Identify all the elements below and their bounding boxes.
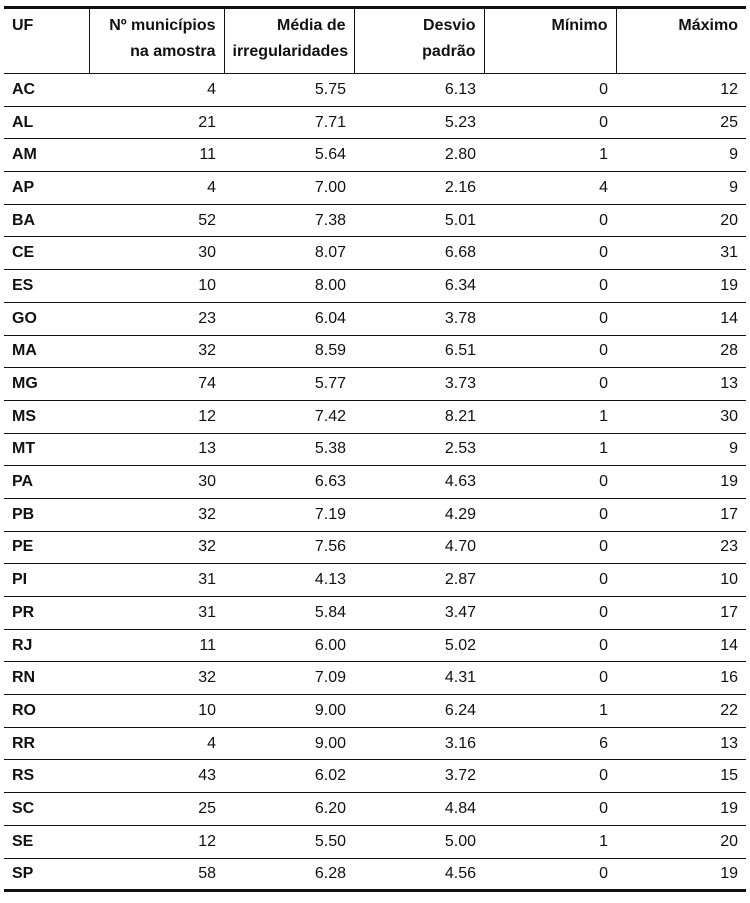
table-row [4, 858, 746, 891]
cell-uf: RS [4, 760, 89, 793]
cell-maximo: 12 [616, 74, 746, 107]
cell-minimo: 0 [484, 793, 616, 826]
cell-desvio: 5.02 [354, 629, 484, 662]
cell-municipios: 10 [89, 270, 224, 303]
header-municipios-line2: na amostra [130, 43, 216, 60]
table-row [4, 531, 746, 564]
cell-uf: ES [4, 270, 89, 303]
table-row [4, 139, 746, 172]
cell-media: 7.00 [224, 172, 354, 205]
cell-desvio: 6.13 [354, 74, 484, 107]
cell-desvio: 5.01 [354, 204, 484, 237]
cell-desvio: 3.73 [354, 368, 484, 401]
cell-maximo: 28 [616, 335, 746, 368]
cell-media: 7.38 [224, 204, 354, 237]
header-maximo-line1: Máximo [678, 17, 738, 34]
table-row [4, 302, 746, 335]
cell-uf: SE [4, 825, 89, 858]
cell-municipios: 10 [89, 695, 224, 728]
cell-maximo: 13 [616, 368, 746, 401]
cell-maximo: 19 [616, 858, 746, 891]
cell-media: 6.63 [224, 466, 354, 499]
cell-media: 7.09 [224, 662, 354, 695]
cell-desvio: 4.84 [354, 793, 484, 826]
table-row [4, 662, 746, 695]
cell-minimo: 0 [484, 270, 616, 303]
irregularities-by-state-table [4, 6, 746, 892]
header-media-line2: irregularidades [232, 43, 349, 60]
cell-maximo: 16 [616, 662, 746, 695]
table-row [4, 597, 746, 630]
cell-municipios: 32 [89, 662, 224, 695]
cell-media: 9.00 [224, 695, 354, 728]
header-desvio-line1: Desvio [423, 17, 476, 34]
cell-municipios: 32 [89, 531, 224, 564]
cell-maximo: 22 [616, 695, 746, 728]
table-row [4, 564, 746, 597]
cell-uf: RO [4, 695, 89, 728]
cell-minimo: 1 [484, 400, 616, 433]
cell-desvio: 3.16 [354, 727, 484, 760]
cell-maximo: 20 [616, 204, 746, 237]
cell-municipios: 21 [89, 106, 224, 139]
cell-media: 7.71 [224, 106, 354, 139]
cell-minimo: 1 [484, 695, 616, 728]
cell-minimo: 0 [484, 760, 616, 793]
cell-media: 6.00 [224, 629, 354, 662]
cell-media: 5.38 [224, 433, 354, 466]
cell-minimo: 0 [484, 368, 616, 401]
header-municipios [89, 8, 224, 74]
cell-uf: SP [4, 858, 89, 891]
cell-minimo: 0 [484, 498, 616, 531]
cell-maximo: 17 [616, 597, 746, 630]
table-row [4, 825, 746, 858]
cell-uf: GO [4, 302, 89, 335]
cell-uf: PB [4, 498, 89, 531]
table-row [4, 727, 746, 760]
table-row [4, 335, 746, 368]
cell-minimo: 0 [484, 466, 616, 499]
table-row [4, 760, 746, 793]
cell-maximo: 23 [616, 531, 746, 564]
cell-media: 7.19 [224, 498, 354, 531]
cell-desvio: 4.63 [354, 466, 484, 499]
cell-media: 5.50 [224, 825, 354, 858]
cell-desvio: 5.00 [354, 825, 484, 858]
cell-media: 5.77 [224, 368, 354, 401]
cell-uf: CE [4, 237, 89, 270]
cell-municipios: 4 [89, 727, 224, 760]
cell-minimo: 0 [484, 74, 616, 107]
cell-desvio: 2.80 [354, 139, 484, 172]
cell-desvio: 3.47 [354, 597, 484, 630]
cell-minimo: 0 [484, 335, 616, 368]
header-media [224, 8, 354, 74]
cell-desvio: 8.21 [354, 400, 484, 433]
table-row [4, 498, 746, 531]
cell-municipios: 58 [89, 858, 224, 891]
table-row [4, 433, 746, 466]
cell-desvio: 6.51 [354, 335, 484, 368]
cell-maximo: 14 [616, 629, 746, 662]
cell-uf: RR [4, 727, 89, 760]
cell-desvio: 4.31 [354, 662, 484, 695]
cell-minimo: 0 [484, 302, 616, 335]
cell-media: 6.28 [224, 858, 354, 891]
header-row [4, 8, 746, 74]
cell-maximo: 19 [616, 793, 746, 826]
cell-desvio: 4.70 [354, 531, 484, 564]
cell-desvio: 3.72 [354, 760, 484, 793]
cell-maximo: 9 [616, 139, 746, 172]
cell-uf: BA [4, 204, 89, 237]
cell-maximo: 10 [616, 564, 746, 597]
cell-municipios: 25 [89, 793, 224, 826]
cell-maximo: 9 [616, 172, 746, 205]
cell-minimo: 0 [484, 237, 616, 270]
cell-minimo: 1 [484, 825, 616, 858]
cell-media: 8.07 [224, 237, 354, 270]
cell-uf: MS [4, 400, 89, 433]
cell-desvio: 4.29 [354, 498, 484, 531]
cell-minimo: 0 [484, 858, 616, 891]
cell-media: 9.00 [224, 727, 354, 760]
table-row [4, 106, 746, 139]
cell-minimo: 0 [484, 597, 616, 630]
cell-media: 5.64 [224, 139, 354, 172]
cell-minimo: 0 [484, 662, 616, 695]
cell-media: 5.75 [224, 74, 354, 107]
cell-media: 5.84 [224, 597, 354, 630]
cell-maximo: 19 [616, 466, 746, 499]
cell-desvio: 2.87 [354, 564, 484, 597]
table-row [4, 74, 746, 107]
cell-uf: SC [4, 793, 89, 826]
table-row [4, 695, 746, 728]
table-row [4, 629, 746, 662]
cell-uf: PI [4, 564, 89, 597]
table-row [4, 793, 746, 826]
table-row [4, 204, 746, 237]
cell-maximo: 13 [616, 727, 746, 760]
cell-maximo: 19 [616, 270, 746, 303]
cell-municipios: 4 [89, 74, 224, 107]
header-uf-line1: UF [12, 17, 34, 34]
cell-minimo: 1 [484, 433, 616, 466]
cell-desvio: 6.24 [354, 695, 484, 728]
cell-municipios: 31 [89, 564, 224, 597]
cell-municipios: 11 [89, 629, 224, 662]
header-maximo [616, 8, 746, 74]
cell-municipios: 12 [89, 825, 224, 858]
cell-maximo: 14 [616, 302, 746, 335]
cell-media: 8.00 [224, 270, 354, 303]
cell-municipios: 30 [89, 466, 224, 499]
header-minimo-line1: Mínimo [551, 17, 608, 34]
cell-minimo: 0 [484, 204, 616, 237]
cell-municipios: 11 [89, 139, 224, 172]
cell-desvio: 6.68 [354, 237, 484, 270]
cell-media: 6.04 [224, 302, 354, 335]
cell-minimo: 1 [484, 139, 616, 172]
cell-desvio: 3.78 [354, 302, 484, 335]
cell-maximo: 9 [616, 433, 746, 466]
cell-uf: MA [4, 335, 89, 368]
cell-municipios: 4 [89, 172, 224, 205]
cell-uf: MT [4, 433, 89, 466]
cell-media: 6.02 [224, 760, 354, 793]
cell-uf: RJ [4, 629, 89, 662]
cell-minimo: 0 [484, 531, 616, 564]
cell-municipios: 13 [89, 433, 224, 466]
cell-municipios: 52 [89, 204, 224, 237]
cell-uf: PR [4, 597, 89, 630]
cell-uf: PA [4, 466, 89, 499]
cell-minimo: 6 [484, 727, 616, 760]
cell-desvio: 2.53 [354, 433, 484, 466]
cell-media: 7.42 [224, 400, 354, 433]
cell-maximo: 25 [616, 106, 746, 139]
cell-municipios: 30 [89, 237, 224, 270]
cell-municipios: 74 [89, 368, 224, 401]
cell-uf: PE [4, 531, 89, 564]
header-uf [4, 8, 89, 74]
cell-media: 8.59 [224, 335, 354, 368]
cell-minimo: 0 [484, 564, 616, 597]
header-minimo [484, 8, 616, 74]
cell-uf: AM [4, 139, 89, 172]
header-desvio-line2: padrão [422, 43, 476, 60]
cell-municipios: 12 [89, 400, 224, 433]
cell-media: 7.56 [224, 531, 354, 564]
cell-municipios: 32 [89, 498, 224, 531]
cell-minimo: 0 [484, 106, 616, 139]
cell-maximo: 17 [616, 498, 746, 531]
cell-municipios: 43 [89, 760, 224, 793]
cell-municipios: 31 [89, 597, 224, 630]
cell-maximo: 20 [616, 825, 746, 858]
table-body [4, 74, 746, 891]
table-row [4, 466, 746, 499]
cell-desvio: 6.34 [354, 270, 484, 303]
cell-media: 6.20 [224, 793, 354, 826]
cell-maximo: 15 [616, 760, 746, 793]
cell-desvio: 2.16 [354, 172, 484, 205]
cell-uf: MG [4, 368, 89, 401]
cell-uf: AC [4, 74, 89, 107]
cell-uf: AL [4, 106, 89, 139]
header-municipios-line1: Nº municípios [109, 17, 216, 34]
cell-uf: RN [4, 662, 89, 695]
table-row [4, 270, 746, 303]
cell-desvio: 4.56 [354, 858, 484, 891]
cell-minimo: 4 [484, 172, 616, 205]
table-row [4, 400, 746, 433]
table-row [4, 237, 746, 270]
table-header [4, 8, 746, 74]
cell-uf: AP [4, 172, 89, 205]
cell-desvio: 5.23 [354, 106, 484, 139]
table-row [4, 368, 746, 401]
cell-municipios: 32 [89, 335, 224, 368]
cell-minimo: 0 [484, 629, 616, 662]
cell-maximo: 31 [616, 237, 746, 270]
header-desvio [354, 8, 484, 74]
cell-media: 4.13 [224, 564, 354, 597]
table-row [4, 172, 746, 205]
cell-maximo: 30 [616, 400, 746, 433]
header-media-line1: Média de [277, 17, 346, 34]
irregularities-table-container [4, 6, 746, 892]
cell-municipios: 23 [89, 302, 224, 335]
